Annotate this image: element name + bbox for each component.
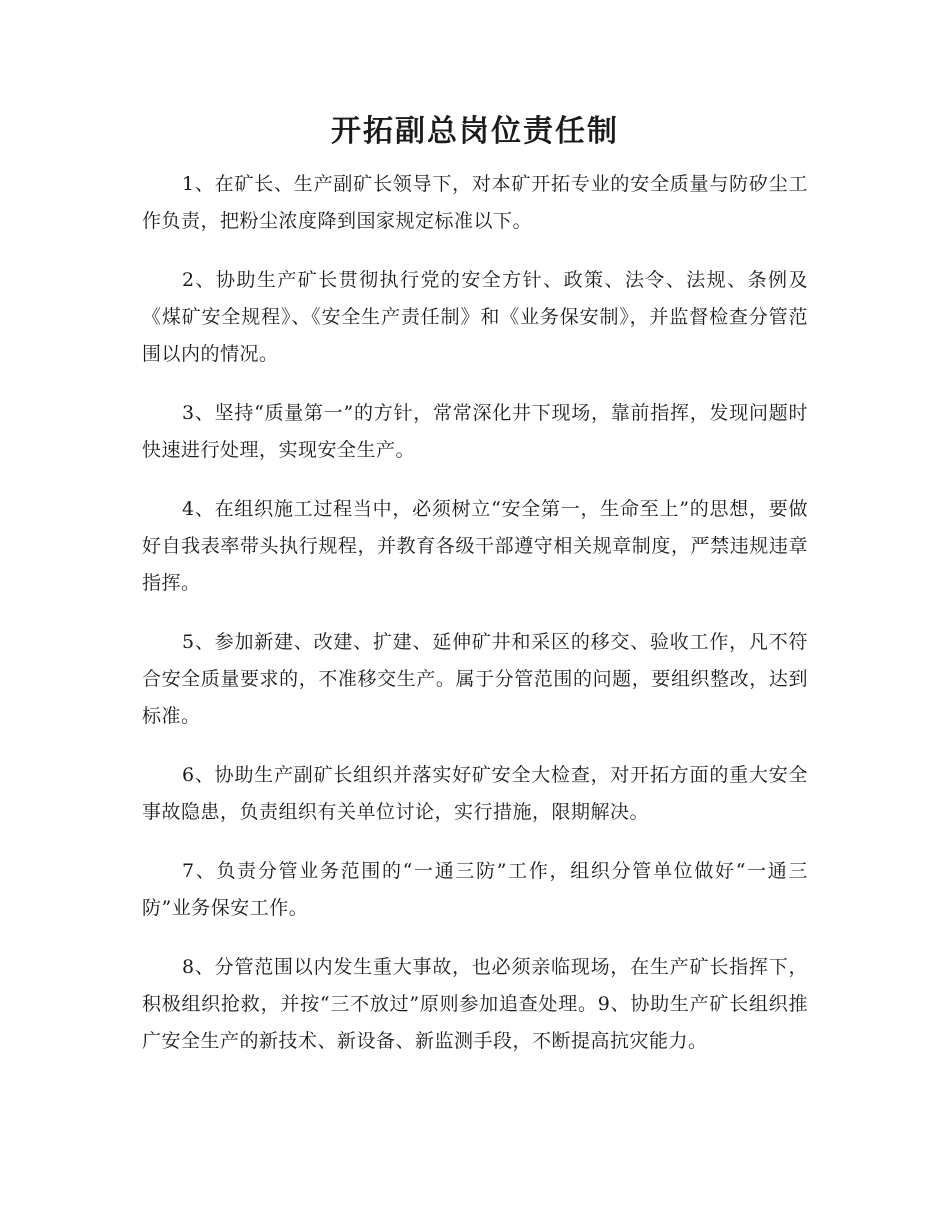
paragraph-4: 4、在组织施工过程当中，必须树立“安全第一，生命至上”的思想，要做好自我表率带头执行规程，并教育各级干部遵守相关规章制度，严禁违规违章指挥。 bbox=[142, 498, 808, 594]
document-title: 开拓副总岗位责任制 bbox=[331, 114, 619, 149]
paragraph-1: 1、在矿长、生产副矿长领导下，对本矿开拓专业的安全质量与防矽尘工作负责，把粉尘浓度降到国家规定标准以下。 bbox=[142, 173, 808, 232]
document-body bbox=[142, 166, 808, 1082]
paragraph-6: 6、协助生产副矿长组织并落实好矿安全大检查，对开拓方面的重大安全事故隐患，负责组织有关单位讨论，实行措施，限期解决。 bbox=[142, 764, 808, 823]
paragraph-7: 7、负责分管业务范围的“一通三防”工作，组织分管单位做好“一通三防”业务保安工作。 bbox=[142, 860, 808, 919]
paragraph-2: 2、协助生产矿长贯彻执行党的安全方针、政策、法令、法规、条例及《煤矿安全规程》、《安全生产责任制》和《业务保安制》，并监督检查分管范围以内的情况。 bbox=[142, 269, 808, 365]
paragraph-8: 8、分管范围以内发生重大事故，也必须亲临现场，在生产矿长指挥下，积极组织抢救，并按“三不放过”原则参加追查处理。9、协助生产矿长组织推广安全生产的新技术、新设备、新监测手段，不断提高抗灾能力。 bbox=[142, 956, 808, 1052]
paragraph-3: 3、坚持“质量第一”的方针，常常深化井下现场，靠前指挥，发现问题时快速进行处理，实现安全生产。 bbox=[142, 402, 808, 461]
paragraph-5: 5、参加新建、改建、扩建、延伸矿井和采区的移交、验收工作，凡不符合安全质量要求的，不准移交生产。属于分管范围的问题，要组织整改，达到标准。 bbox=[142, 631, 808, 727]
